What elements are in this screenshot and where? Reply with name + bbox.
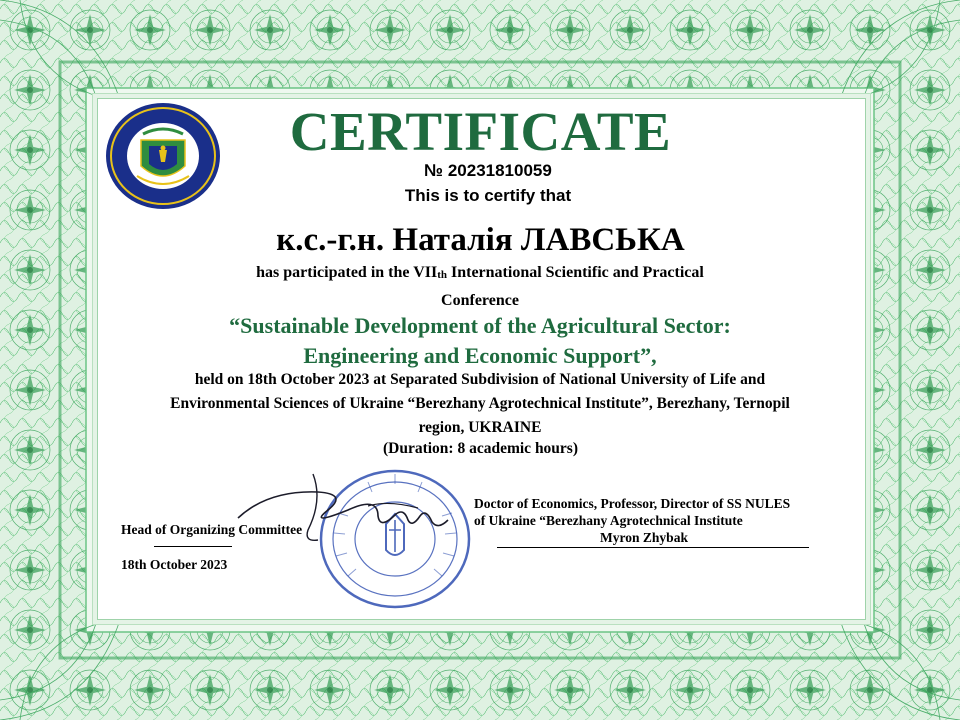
event-details-line-2: Environmental Sciences of Ukraine “Berezhany Agrotechnical Institute”, Berezhany, Ternopil: [170, 395, 790, 412]
event-details-line-1: held on 18th October 2023 at Separated Subdivision of National University of Life and: [194, 371, 766, 388]
right-signature-line: [497, 547, 809, 548]
organizing-committee-role: Head of Organizing Committee: [121, 522, 303, 537]
certificate-number: № 20231810059: [424, 161, 552, 180]
certificate-title: CERTIFICATE: [289, 101, 672, 162]
duration-text: (Duration: 8 academic hours): [382, 440, 579, 457]
conference-title: [120, 311, 840, 371]
director-title-line-2: of Ukraine “Berezhany Agrotechnical Institute: [474, 513, 743, 528]
left-signature-line: [154, 546, 232, 547]
conference-title-line-1: “Sustainable Development of the Agricultural Sector:: [229, 313, 731, 338]
conference-title-line-2: Engineering and Economic Support”,: [303, 343, 657, 368]
signature-date: 18th October 2023: [121, 557, 228, 572]
event-details: [100, 368, 860, 440]
certify-text: This is to certify that: [404, 186, 572, 205]
participation-suffix: International Scientific and Practical: [446, 264, 704, 281]
participation-text: [160, 260, 800, 314]
participation-ordinal: th: [437, 269, 447, 281]
recipient-name: к.с.-г.н. Наталія ЛАВСЬКА: [276, 222, 685, 258]
director-name: Myron Zhybak: [600, 530, 688, 545]
director-signature-block: [474, 495, 854, 546]
event-details-line-3: region, UKRAINE: [418, 419, 542, 436]
participation-prefix: has participated in the VII: [256, 264, 438, 281]
participation-line-2: Conference: [441, 292, 519, 309]
handwritten-signature-icon: [228, 470, 468, 560]
director-title-line-1: Doctor of Economics, Professor, Director of SS NULES: [474, 496, 791, 511]
